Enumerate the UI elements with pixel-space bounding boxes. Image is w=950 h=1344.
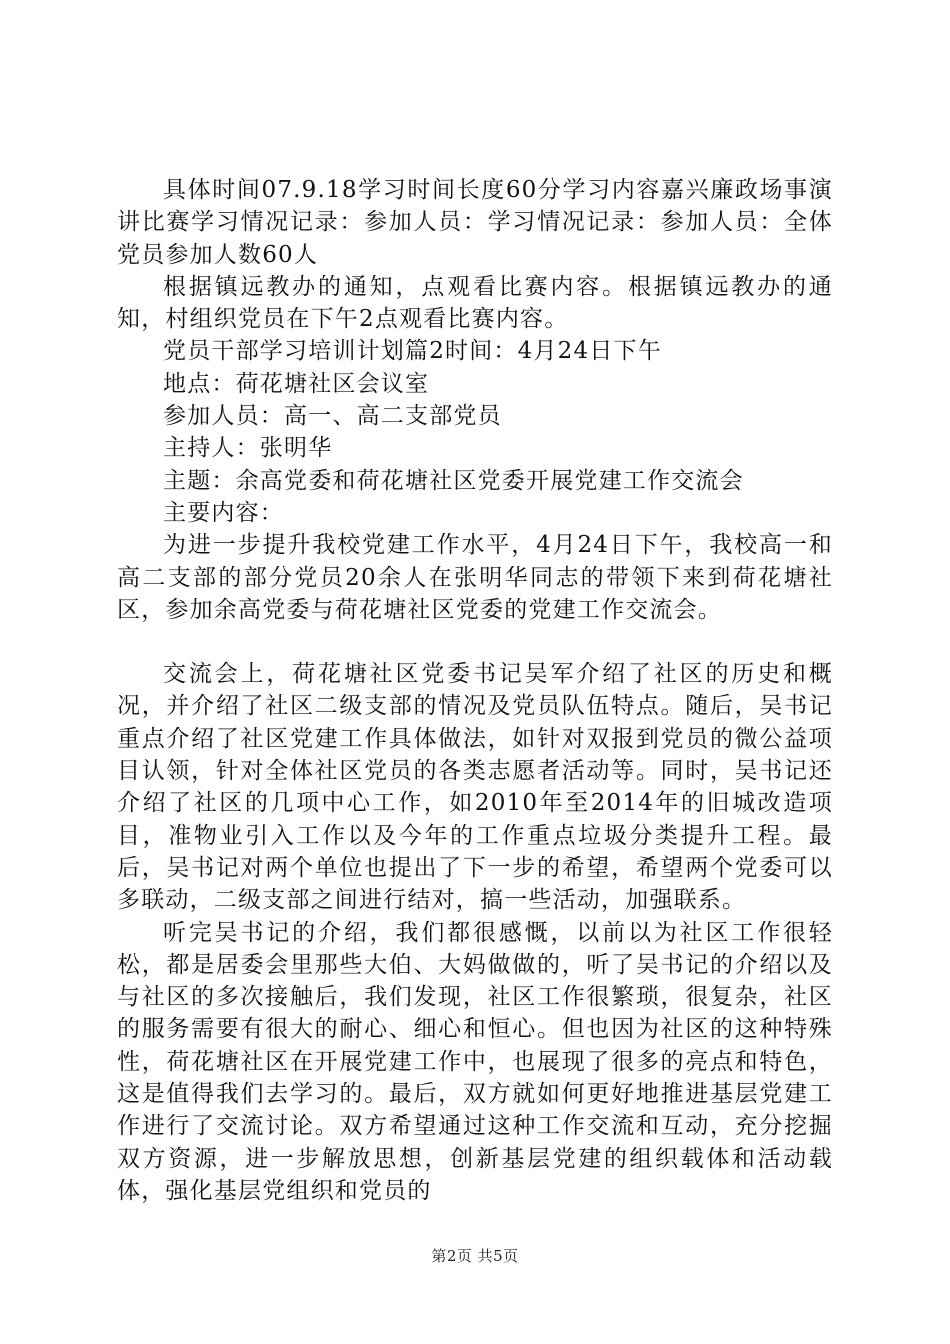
paragraph-exchange-meeting: 交流会上，荷花塘社区党委书记吴军介绍了社区的历史和概况，并介绍了社区二级支部的情况及党员队伍特点。随后，吴书记重点介绍了社区党建工作具体做法，如针对双报到党员的微公益项目认领，针对全体社区党员的各类志愿者活动等。同时，吴书记还介绍了社区的几项中心工作，如2010年至2014年的旧城改造项目，准物业引入工作以及今年的工作重点垃圾分类提升工程。最后，吴书记对两个单位也提出了下一步的希望，希望两个党委可以多联动，二级支部之间进行结对，搞一些活动，加强联系。 — [117, 661, 833, 914]
paragraph-notice: 根据镇远教办的通知，点观看比赛内容。根据镇远教办的通知，村组织党员在下午2点观看比赛内容。 — [117, 273, 833, 333]
paragraph-plan-time: 党员干部学习培训计划篇2时间：4月24日下午 — [163, 338, 662, 365]
paragraph-gap — [117, 626, 833, 658]
page-number-footer: 第2页 共5页 — [431, 1247, 519, 1265]
paragraph-intro: 为进一步提升我校党建工作水平，4月24日下午，我校高一和高二支部的部分党员20余人在张明华同志的带领下来到荷花塘社区，参加余高党委与荷花塘社区党委的党建工作交流会。 — [117, 532, 833, 623]
document-body — [117, 174, 833, 1207]
paragraph-host: 主持人：张明华 — [163, 435, 333, 462]
paragraph-participants: 参加人员：高一、高二支部党员 — [163, 403, 502, 430]
paragraph-theme: 主题：余高党委和荷花塘社区党委开展党建工作交流会 — [163, 467, 744, 494]
paragraph-location: 地点：荷花塘社区会议室 — [163, 370, 430, 397]
paragraph-reflection: 听完吴书记的介绍，我们都很感慨，以前以为社区工作很轻松，都是居委会里那些大伯、大妈做做的，听了吴书记的介绍以及与社区的多次接触后，我们发现，社区工作很繁琐，很复杂，社区的服务需要有很大的耐心、细心和恒心。但也因为社区的这种特殊性，荷花塘社区在开展党建工作中，也展现了很多的亮点和特色，这是值得我们去学习的。最后，双方就如何更好地推进基层党建工作进行了交流讨论。双方希望通过这种工作交流和互动，充分挖掘双方资源，进一步解放思想，创新基层党建的组织载体和活动载体，强化基层党组织和党员的 — [117, 919, 833, 1204]
paragraph-main-content-label: 主要内容： — [163, 499, 284, 526]
paragraph-study-record: 具体时间07.9.18学习时间长度60分学习内容嘉兴廉政场事演讲比赛学习情况记录：参加人员：学习情况记录：参加人员：全体党员参加人数60人 — [117, 177, 833, 268]
